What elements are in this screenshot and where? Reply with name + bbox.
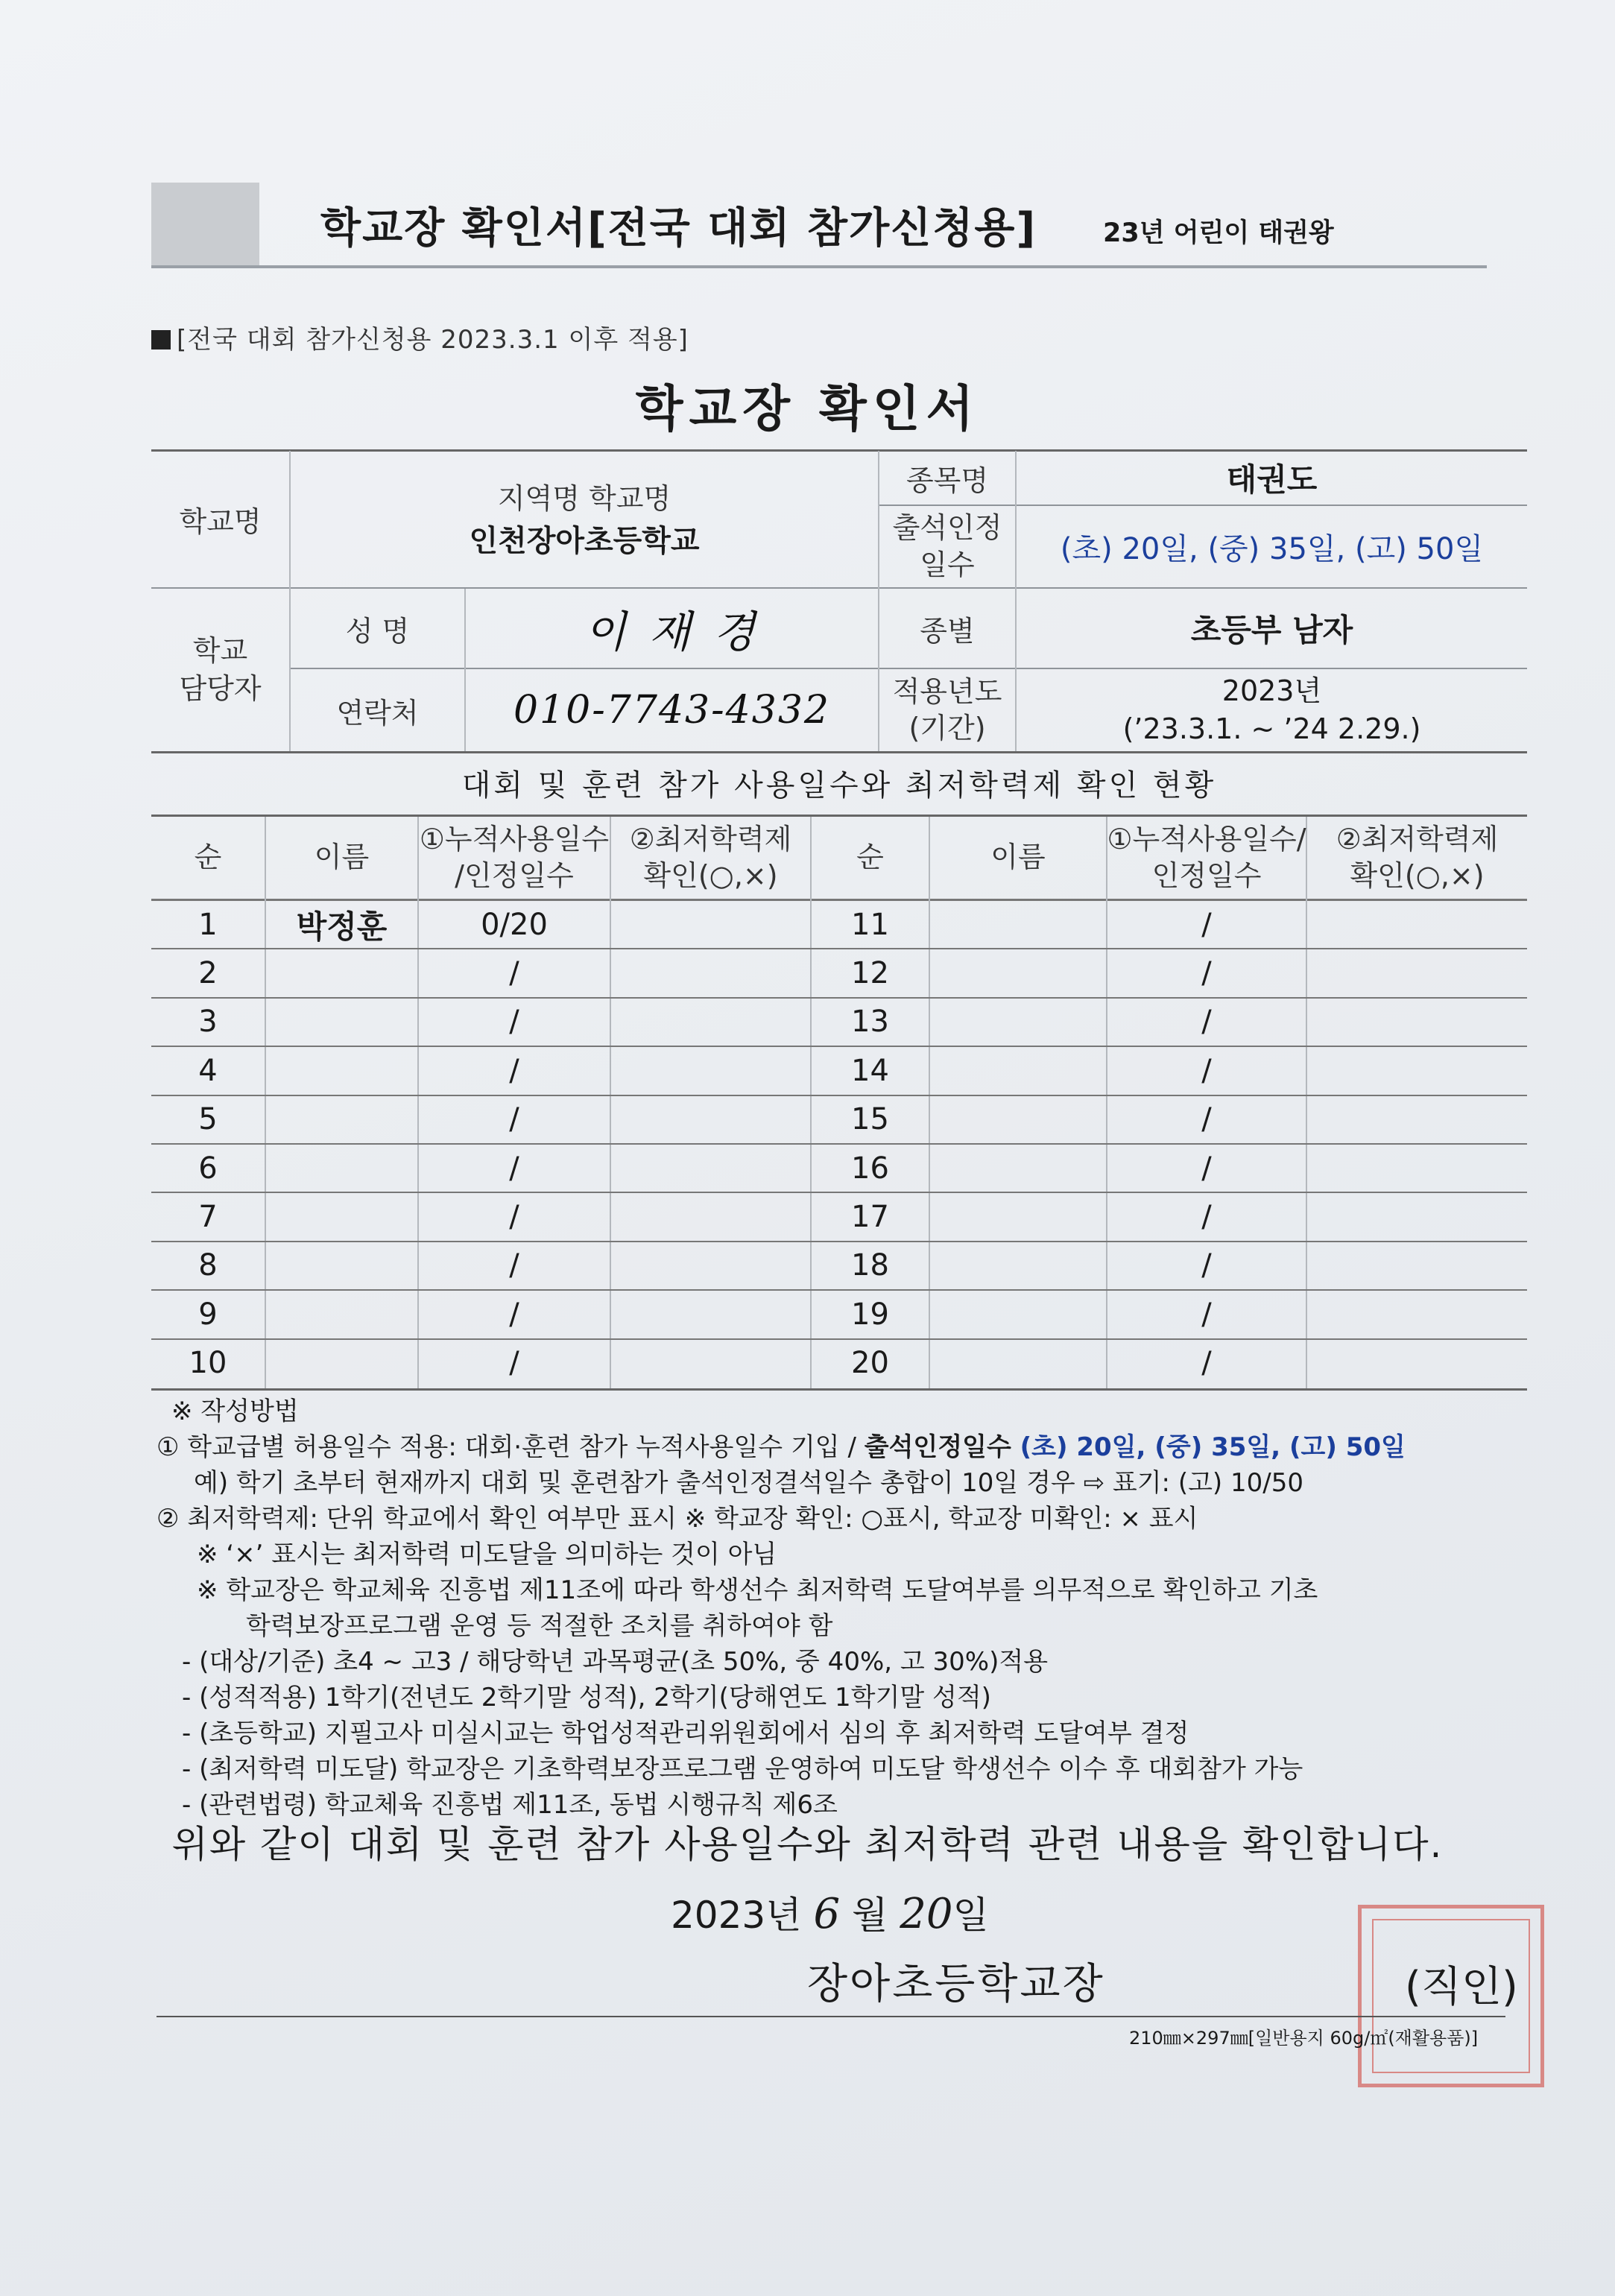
notice-line — [151, 319, 689, 355]
table-cell-l-no: 2 — [198, 956, 218, 991]
table-cell-l-no: 1 — [198, 907, 218, 942]
note-1-text: ① 학교급별 허용일수 적용: 대회·훈련 참가 누적사용일수 기입 / — [157, 1432, 865, 1462]
table-cell-r-no: 12 — [851, 956, 889, 991]
year-value — [1017, 669, 1527, 751]
note-2-a: ※ ‘×’ 표시는 최저학력 미도달을 의미하는 것이 아님 — [197, 1540, 777, 1569]
attend-label-line2: 일수 — [920, 548, 975, 581]
table-cell-l-name — [266, 1096, 417, 1143]
table-bottom-border — [151, 1388, 1527, 1391]
table-cell-l-check — [611, 1096, 810, 1143]
table-cell-r-check — [1307, 1047, 1527, 1094]
table-cell-l-days: / — [509, 1200, 519, 1235]
table-cell-r-name — [930, 1047, 1106, 1094]
note-1 — [157, 1429, 1543, 1465]
section-title: 대회 및 훈련 참가 사용일수와 최저학력제 확인 현황 — [461, 768, 1217, 803]
table-cell-l-days: / — [509, 956, 519, 991]
table-cell-l-check — [611, 949, 810, 996]
category-label: 종별 — [920, 614, 975, 648]
table-cell-r-days: / — [1201, 1151, 1212, 1186]
col-header-check-line2: 확인(○,×) — [643, 859, 778, 892]
school-hint: 지역명 학교명 — [497, 481, 671, 515]
note-2: ② 최저학력제: 단위 학교에서 확인 여부만 표시 ※ 학교장 확인: ○표시, 학교장 미확인: × 표시 — [157, 1504, 1198, 1534]
table-cell-l-no: 3 — [198, 1005, 218, 1040]
table-cell-l-no: 8 — [198, 1248, 218, 1283]
table-cell-r-check — [1307, 901, 1527, 948]
table-cell-l-no: 6 — [198, 1151, 218, 1186]
table-cell-l-days: / — [509, 1053, 519, 1088]
table-cell-r-name — [930, 1340, 1106, 1387]
col-header-check-right — [1307, 817, 1527, 899]
table-cell-r-no: 20 — [851, 1346, 889, 1381]
col-header-days-line1: ①누적사용일수 — [419, 822, 610, 856]
table-cell-l-name — [266, 1291, 417, 1338]
date-month-handwritten: 6 — [813, 1890, 841, 1938]
header-title: 학교장 확인서[전국 대회 참가신청용] — [320, 204, 1037, 253]
attend-label-line1: 출석인정 — [892, 511, 1002, 545]
form-title: 학교장 확인서 — [635, 380, 980, 437]
date-month-label: 월 — [840, 1894, 900, 1937]
table-cell-r-name — [930, 1242, 1106, 1289]
note-2-b1: ※ 학교장은 학교체육 진흥법 제11조에 따라 학생선수 최저학력 도달여부를 의무적으로 확인하고 기초 — [197, 1575, 1318, 1605]
table-cell-r-no: 11 — [851, 907, 889, 942]
col-header-check-line1: ②최저학력제 — [629, 822, 792, 856]
table-cell-l-days: / — [509, 1248, 519, 1283]
table-cell-l-check — [611, 1242, 810, 1289]
year-label — [879, 669, 1015, 751]
year-label-line2: (기간) — [908, 712, 986, 744]
manager-label-line2: 담당자 — [179, 672, 262, 705]
paper-spec: 210㎜×297㎜[일반용지 60g/㎡(재활용품)] — [1129, 2028, 1479, 2049]
col-header-days — [419, 817, 610, 899]
table-cell-l-check — [611, 1193, 810, 1240]
manager-label-line1: 학교 — [192, 633, 248, 667]
table-cell-l-name — [266, 949, 417, 996]
table-cell-r-name — [930, 1145, 1106, 1192]
table-cell-r-name — [930, 949, 1106, 996]
table-cell-r-no: 18 — [851, 1248, 889, 1283]
table-cell-l-name — [266, 1145, 417, 1192]
sport-value: 태권도 — [1226, 461, 1318, 498]
notes-heading: ※ 작성방법 — [171, 1397, 299, 1426]
note-1-example: 예) 학기 초부터 현재까지 대회 및 훈련참가 출석인정결석일수 총합이 10일 경우 ⇨ 표기: (고) 10/50 — [194, 1468, 1303, 1498]
note-bullet-1: - (대상/기준) 초4 ~ 고3 / 해당학년 과목평균(초 50%, 중 40%, 고 30%)적용 — [182, 1647, 1049, 1677]
date-year: 2023년 — [671, 1894, 814, 1937]
table-cell-r-name — [930, 999, 1106, 1046]
table-cell-l-days: 0/20 — [481, 907, 548, 942]
col-header-name-right: 이름 — [990, 841, 1046, 874]
year-label-line1: 적용년도 — [892, 674, 1002, 708]
name-label: 성 명 — [345, 614, 410, 648]
note-1-bold: 출석인정일수 — [864, 1432, 1020, 1462]
table-cell-l-days: / — [509, 1346, 519, 1381]
school-label: 학교명 — [179, 505, 262, 538]
table-cell-r-days: / — [1201, 1346, 1212, 1381]
table-cell-l-check — [611, 901, 810, 948]
manager-name-handwritten: 이 재 경 — [584, 607, 759, 657]
col-header-check-right-line2: 확인(○,×) — [1350, 859, 1485, 892]
table-cell-l-days: / — [509, 1102, 519, 1137]
note-1-blue: (초) 20일, (중) 35일, (고) 50일 — [1020, 1432, 1406, 1462]
table-cell-r-name — [930, 1291, 1106, 1338]
table-cell-r-days: / — [1201, 1297, 1212, 1332]
table-cell-r-name — [930, 901, 1106, 948]
table-cell-r-no: 17 — [851, 1200, 889, 1235]
table-cell-r-check — [1307, 1096, 1527, 1143]
col-header-check — [611, 817, 810, 899]
table-cell-r-no: 14 — [851, 1053, 889, 1088]
table-cell-r-no: 16 — [851, 1151, 889, 1186]
header-decor-block — [151, 183, 259, 268]
table-cell-l-name: 박정훈 — [296, 908, 388, 945]
info-bottom-border — [151, 751, 1527, 753]
table-cell-r-check — [1307, 1340, 1527, 1387]
table-cell-r-days: / — [1201, 1053, 1212, 1088]
table-cell-r-days: / — [1201, 1102, 1212, 1137]
table-cell-l-days: / — [509, 1297, 519, 1332]
manager-label — [151, 589, 289, 751]
table-cell-r-check — [1307, 1193, 1527, 1240]
col-header-no: 순 — [194, 841, 222, 874]
contact-handwritten: 010-7743-4332 — [513, 688, 831, 733]
year-value-line1: 2023년 — [1221, 674, 1322, 707]
table-cell-l-check — [611, 1145, 810, 1192]
attend-label — [879, 506, 1015, 587]
table-cell-l-no: 10 — [189, 1346, 227, 1381]
sport-label: 종목명 — [906, 464, 989, 497]
table-cell-l-no: 7 — [198, 1200, 218, 1235]
confirmation-statement: 위와 같이 대회 및 훈련 참가 사용일수와 최저학력 관련 내용을 확인합니다. — [171, 1823, 1444, 1866]
notice-text: [전국 대회 참가신청용 2023.3.1 이후 적용] — [177, 325, 689, 355]
table-cell-r-days: / — [1201, 1005, 1212, 1040]
table-cell-l-name — [266, 1242, 417, 1289]
category-value: 초등부 남자 — [1190, 612, 1353, 648]
signature-date — [671, 1885, 989, 1939]
note-bullet-5: - (관련법령) 학교체육 진흥법 제11조, 동법 시행규칙 제6조 — [182, 1790, 838, 1820]
table-cell-l-name — [266, 1340, 417, 1387]
table-cell-r-name — [930, 1193, 1106, 1240]
note-bullet-4: - (최저학력 미도달) 학교장은 기초학력보장프로그램 운영하여 미도달 학생선수 이수 후 대회참가 가능 — [182, 1754, 1303, 1784]
contact-label: 연락처 — [336, 696, 419, 730]
table-cell-r-days: / — [1201, 1200, 1212, 1235]
date-day-label: 일 — [952, 1894, 989, 1937]
table-cell-l-no: 5 — [198, 1102, 218, 1137]
table-cell-r-days: / — [1201, 956, 1212, 991]
table-cell-l-days: / — [509, 1151, 519, 1186]
col-header-check-right-line1: ②최저학력제 — [1336, 822, 1499, 856]
footer-divider — [157, 2016, 1505, 2017]
col-header-days-right-line1: ①누적사용일수/ — [1107, 822, 1306, 856]
table-cell-l-check — [611, 1340, 810, 1387]
attend-values: (초) 20일, (중) 35일, (고) 50일 — [1060, 532, 1484, 566]
note-bullet-2: - (성적적용) 1학기(전년도 2학기말 성적), 2학기(당해연도 1학기말 성적) — [182, 1683, 991, 1712]
header-divider — [151, 265, 1487, 268]
table-cell-r-no: 19 — [851, 1297, 889, 1332]
table-cell-l-check — [611, 1291, 810, 1338]
table-cell-r-days: / — [1201, 907, 1212, 942]
note-bullet-3: - (초등학교) 지필고사 미실시교는 학업성적관리위원회에서 심의 후 최저학력 도달여부 결정 — [182, 1718, 1189, 1748]
col-header-days-line2: /인정일수 — [455, 859, 574, 892]
table-cell-l-check — [611, 1047, 810, 1094]
table-cell-l-name — [266, 999, 417, 1046]
table-cell-l-days: / — [509, 1005, 519, 1040]
table-cell-r-no: 15 — [851, 1102, 889, 1137]
table-cell-r-no: 13 — [851, 1005, 889, 1040]
table-cell-r-check — [1307, 1242, 1527, 1289]
col-header-no-right: 순 — [856, 841, 884, 874]
note-2-b2: 학력보장프로그램 운영 등 적절한 조치를 취하여야 함 — [246, 1611, 833, 1641]
table-cell-r-days: / — [1201, 1248, 1212, 1283]
col-header-days-right-line2: 인정일수 — [1151, 859, 1262, 892]
table-cell-l-no: 4 — [198, 1053, 218, 1088]
table-cell-r-check — [1307, 949, 1527, 996]
table-cell-l-name — [266, 1047, 417, 1094]
table-cell-l-name — [266, 1193, 417, 1240]
table-cell-l-no: 9 — [198, 1297, 218, 1332]
table-cell-r-check — [1307, 999, 1527, 1046]
table-cell-l-check — [611, 999, 810, 1046]
instructions — [157, 1394, 1543, 1823]
table-cell-r-check — [1307, 1291, 1527, 1338]
date-day-handwritten: 20 — [900, 1890, 953, 1938]
principal-title: 장아초등학교장 — [807, 1960, 1105, 2008]
table-cell-r-name — [930, 1096, 1106, 1143]
square-bullet-icon — [151, 330, 171, 350]
school-name: 인천장아초등학교 — [469, 524, 700, 558]
col-header-name: 이름 — [314, 841, 370, 874]
col-header-days-right — [1107, 817, 1306, 899]
table-cell-r-check — [1307, 1145, 1527, 1192]
header-subtitle: 23년 어린이 태권왕 — [1103, 218, 1334, 248]
year-value-line2: (’23.3.1. ~ ’24 2.29.) — [1122, 712, 1421, 745]
seal-label: (직인) — [1405, 1963, 1518, 2011]
